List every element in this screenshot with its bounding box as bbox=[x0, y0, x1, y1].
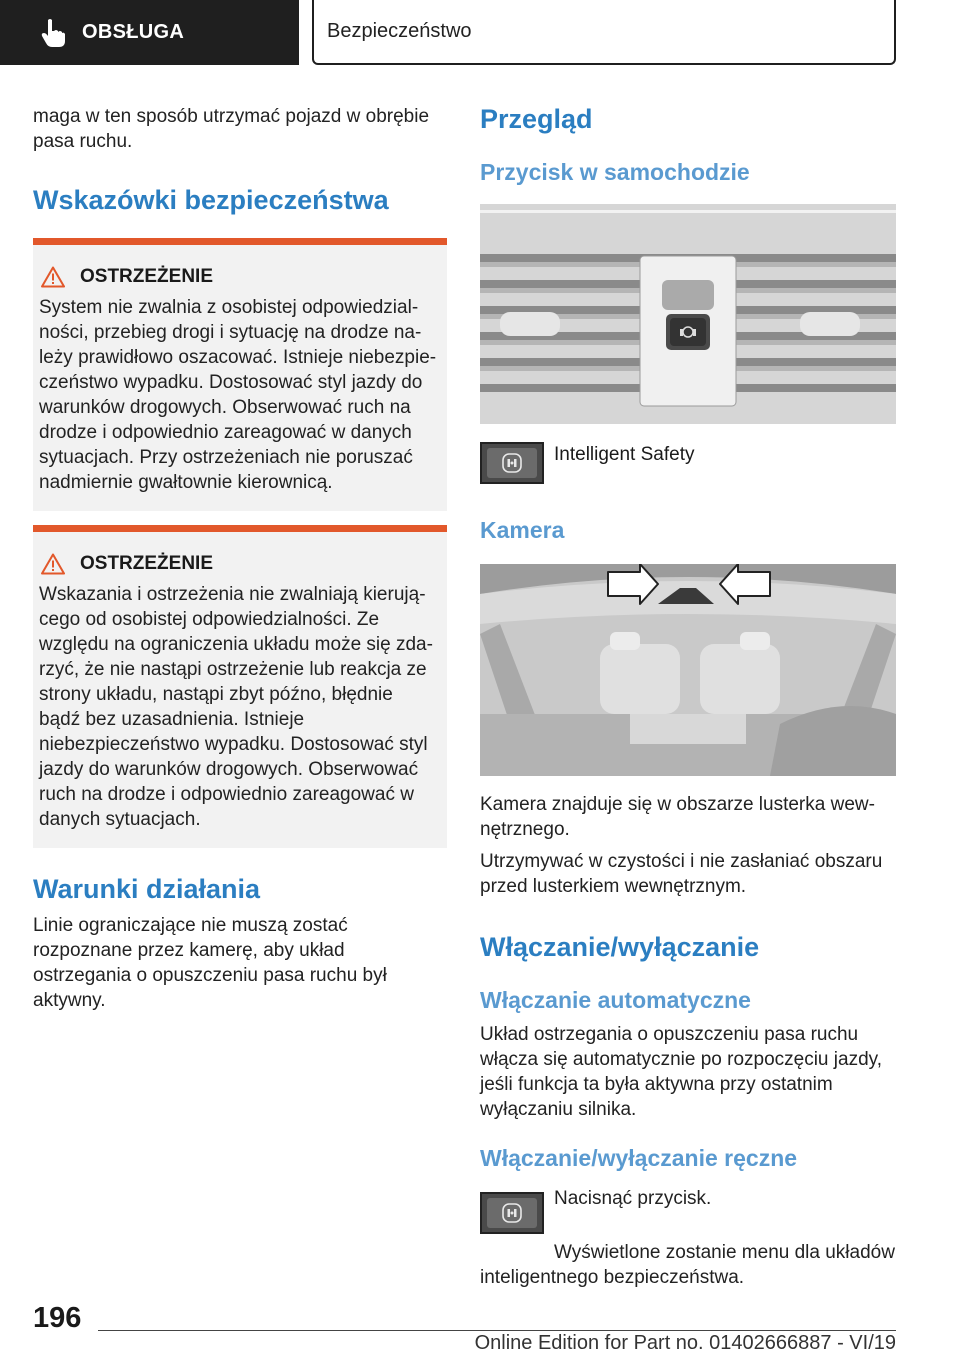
warning-title-2 bbox=[39, 553, 439, 575]
footer-edition: Online Edition for Part no. 01402666887 - VI/19 bbox=[474, 1332, 896, 1354]
hand-pointer-icon bbox=[40, 18, 66, 48]
section-title-box bbox=[312, 0, 896, 65]
intelligent-safety-icon bbox=[501, 1202, 523, 1224]
button-heading: Przycisk w samochodzie bbox=[480, 159, 750, 185]
warning-triangle-icon bbox=[41, 266, 65, 288]
intelligent-safety-button[interactable] bbox=[480, 442, 544, 484]
safety-heading: Wskazówki bezpieczeństwa bbox=[33, 185, 389, 215]
onoff-heading: Włączanie/wyłączanie bbox=[480, 932, 760, 962]
chapter-tab-label: OBSŁUGA bbox=[82, 21, 185, 43]
button-legend bbox=[480, 442, 896, 484]
warning-title-text-2: OSTRZEŻENIE bbox=[80, 553, 214, 574]
camera-photo bbox=[480, 564, 896, 776]
footer-rule bbox=[98, 1330, 896, 1331]
camera-text-1: Kamera znajduje się w obszarze lusterka wewnętrznego. bbox=[480, 794, 875, 840]
intelligent-safety-button-2[interactable] bbox=[480, 1192, 544, 1234]
right-column bbox=[480, 104, 896, 1290]
overview-heading: Przegląd bbox=[480, 104, 593, 134]
section-title: Bezpieczeństwo bbox=[327, 20, 472, 42]
warning-box-2 bbox=[33, 525, 447, 848]
car-interior-illustration bbox=[480, 564, 896, 776]
dashboard-vent-illustration bbox=[480, 204, 896, 424]
manual-text-2: Wyświetlone zostanie menu dla układów inteligentnego bezpieczeństwa. bbox=[480, 1242, 895, 1288]
camera-text-2: Utrzymywać w czystości i nie zasłaniać obszaru przed lusterkiem wewnętrznym. bbox=[480, 851, 883, 897]
button-caption: Intelligent Safety bbox=[554, 444, 695, 465]
warning-triangle-icon bbox=[41, 553, 65, 575]
auto-text: Układ ostrzegania o opuszczeniu pasa ruchu włącza się automatycznie po rozpoczęciu jazdy, jeśli funkcja ta była aktywna przy ostatnim wyłączaniu silnika. bbox=[480, 1024, 883, 1120]
camera-heading: Kamera bbox=[480, 517, 565, 543]
warning-box-1 bbox=[33, 238, 447, 511]
auto-heading: Włączanie automatyczne bbox=[480, 987, 751, 1013]
intelligent-safety-icon bbox=[501, 452, 523, 474]
chapter-tab[interactable] bbox=[0, 0, 299, 65]
warning-title-1 bbox=[39, 266, 439, 288]
page-number: 196 bbox=[33, 1302, 82, 1334]
warning-text-1: System nie zwalnia z osobistej odpowiedzialności, przebieg drogi i sytuację na drodze należy prawidłowo oszacować. Istnieje niebezpieczeństwo wypadku. Dostosować styl jazdy do warunków drogowych. Obserwować ruch na drodze i odpowiednio zareagować w danych sytuacjach. Przy ostrzeżeniach nie poruszać nadmiernie gwałtownie kierownicą. bbox=[39, 297, 437, 493]
warning-text-2: Wskazania i ostrzeżenia nie zwalniają kierującego od osobistej odpowiedzialności. Ze względu na ograniczenia układu może się zdarzyć, że nie nastąpi ostrzeżenie lub reakcja ze strony układu, nastąpi zbyt późno, błędnie bądź bez uzasadnienia. Istnieje niebezpieczeństwo wypadku. Dostosować styl jazdy do warunków drogowych. Obserwować ruch na drodze i odpowiednio zareagować w danych sytuacjach. bbox=[39, 584, 433, 830]
manual-text-1: Nacisnąć przycisk. bbox=[554, 1188, 712, 1209]
intro-paragraph: maga w ten sposób utrzymać pojazd w obrębie pasa ruchu. bbox=[33, 106, 430, 152]
manual-text-block bbox=[554, 1186, 711, 1211]
manual-instructions bbox=[480, 1186, 896, 1234]
conditions-paragraph: Linie ograniczające nie muszą zostać rozpoznane przez kamerę, aby układ ostrzegania o opuszczeniu pasa ruchu był aktywny. bbox=[33, 915, 387, 1011]
manual-heading: Włączanie/wyłączanie ręczne bbox=[480, 1145, 798, 1171]
button-photo bbox=[480, 204, 896, 424]
left-column bbox=[33, 104, 447, 1013]
warning-title-text-1: OSTRZEŻENIE bbox=[80, 266, 214, 287]
conditions-heading: Warunki działania bbox=[33, 874, 261, 904]
